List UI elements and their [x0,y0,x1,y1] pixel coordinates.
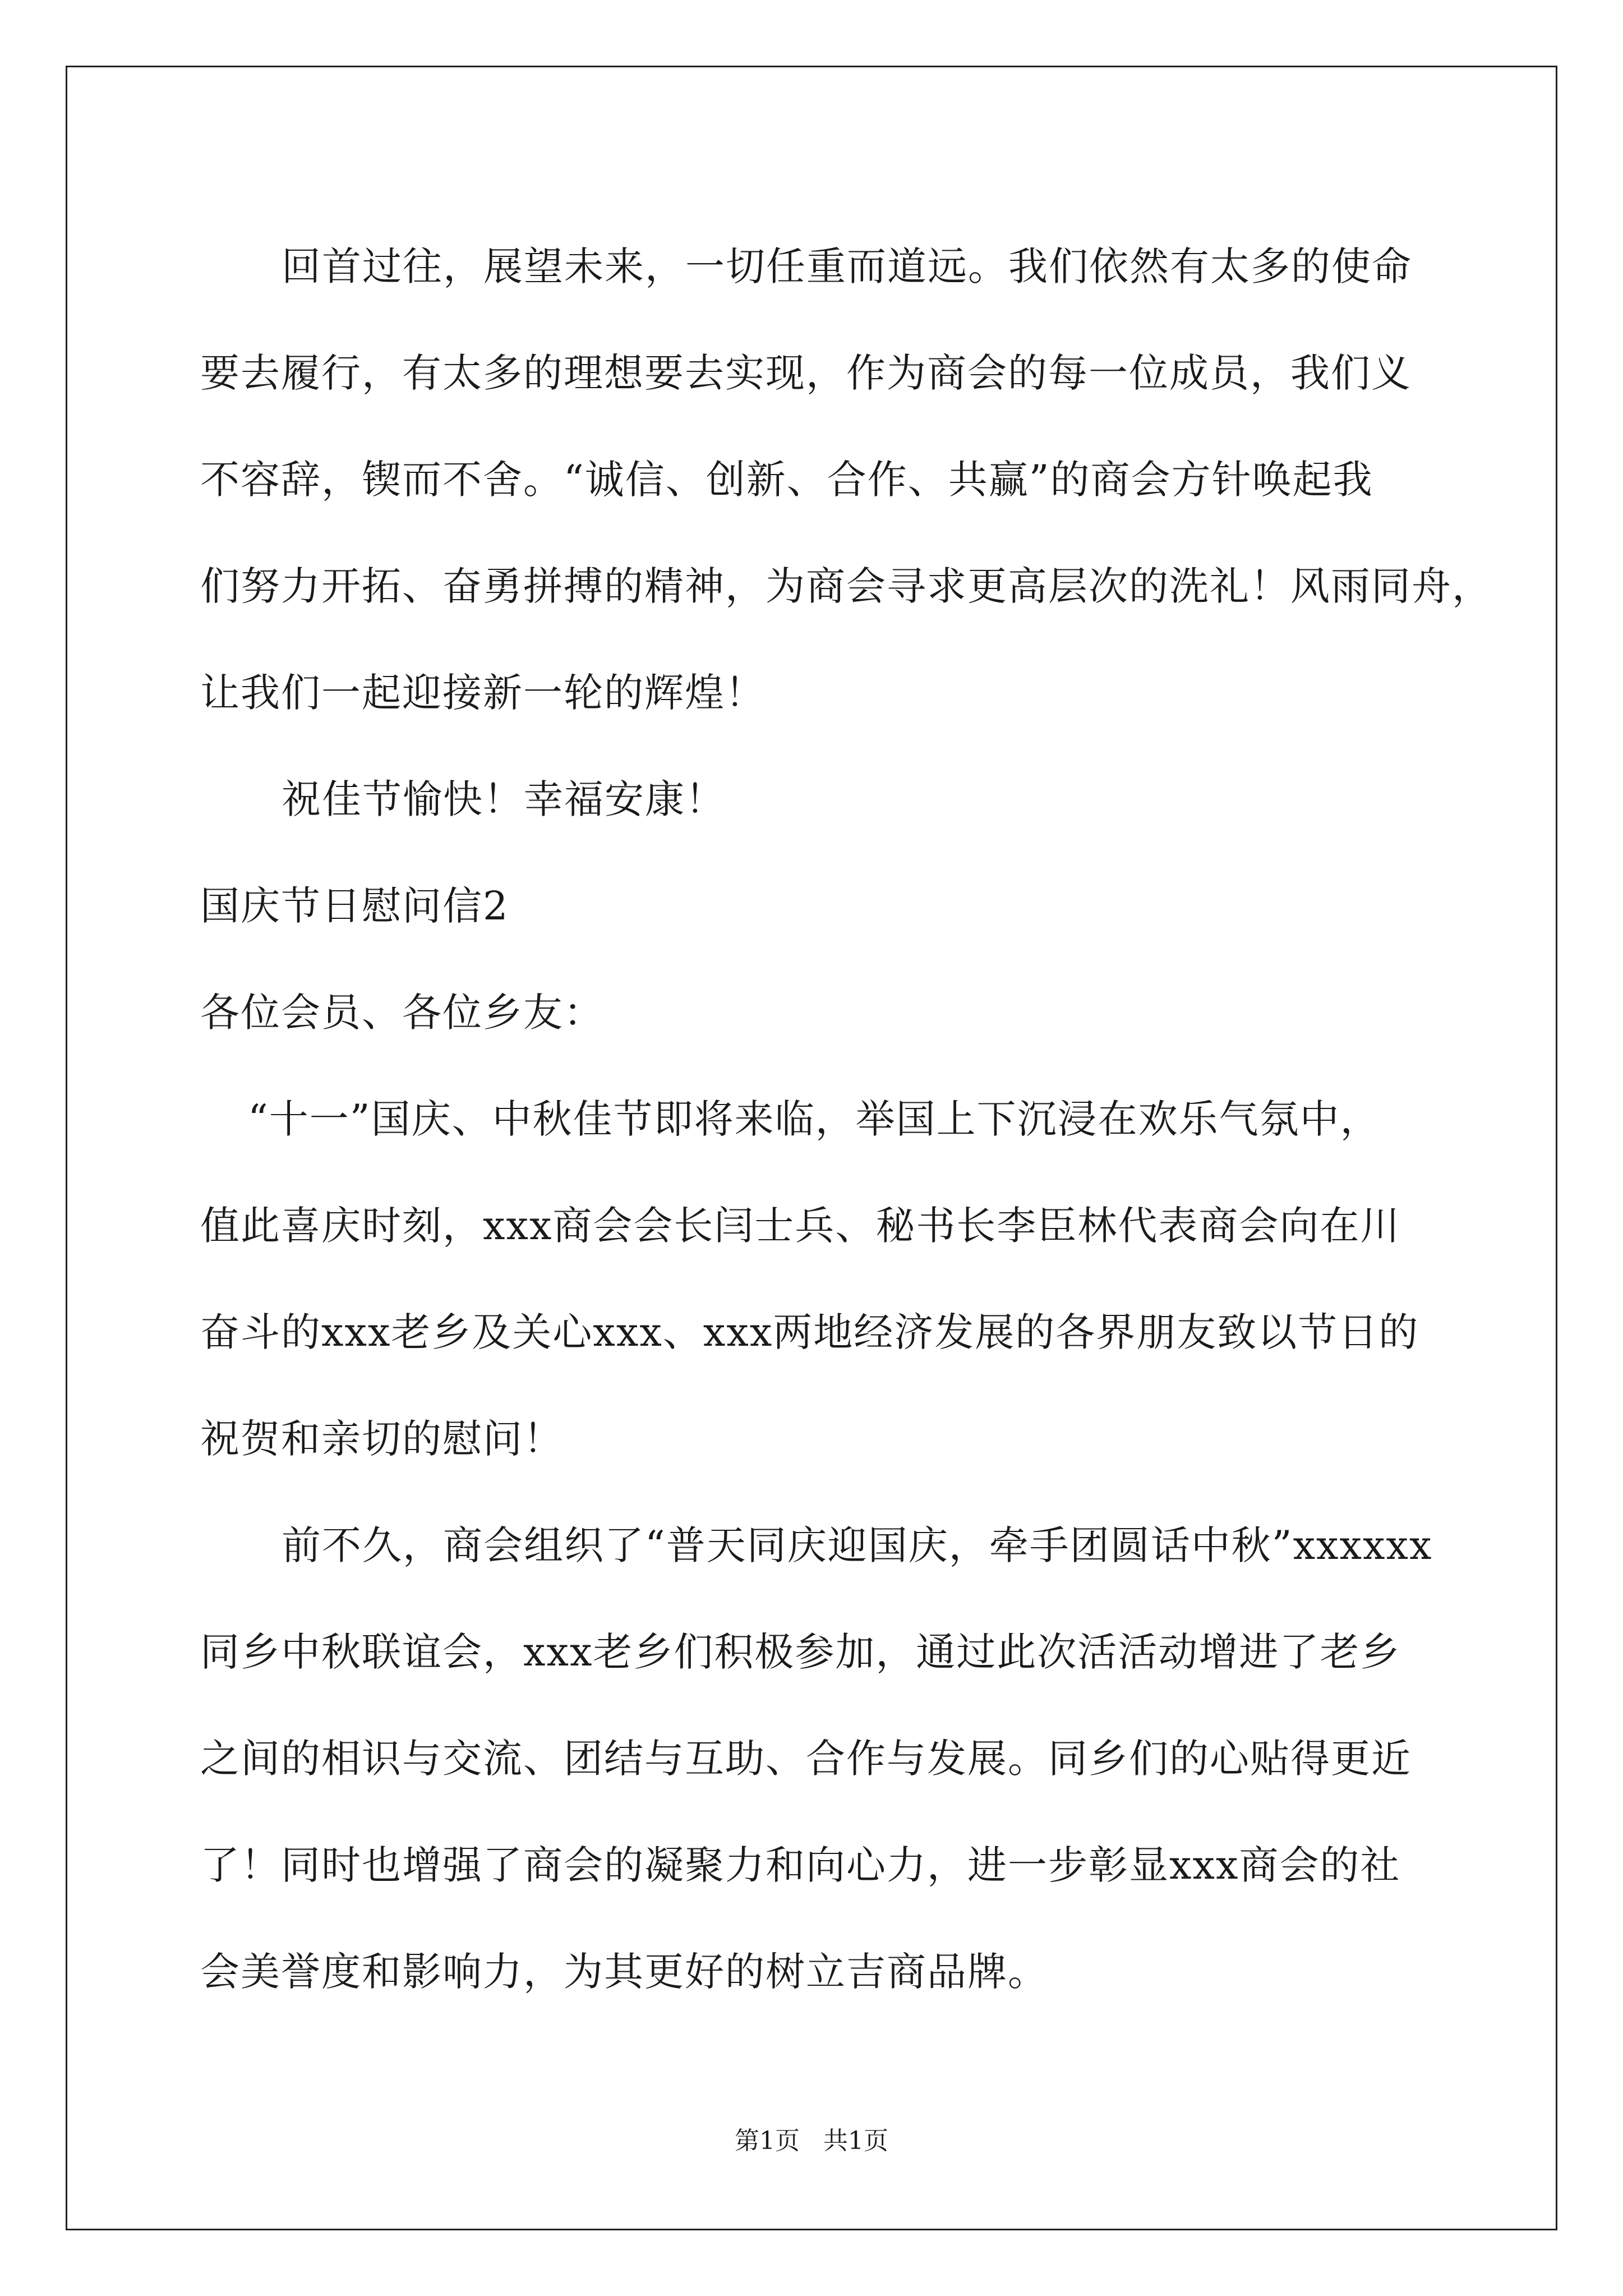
paragraph-line: 要去履行，有太多的理想要去实现，作为商会的每一位成员，我们义 [200,350,1412,396]
paragraph-line: 之间的相识与交流、团结与互助、合作与发展。同乡们的心贴得更近 [200,1736,1412,1782]
paragraph-line: 祝贺和亲切的慰问！ [200,1416,564,1462]
paragraph-line: 不容辞，锲而不舍。“诚信、创新、合作、共赢”的商会方针唤起我 [200,457,1373,503]
document-body [200,213,1492,2025]
page-footer: 第1页 共1页 [735,2127,888,2155]
paragraph-line: 回首过往，展望未来，一切任重而道远。我们依然有太多的使命 [282,243,1412,289]
paragraph-line: 同乡中秋联谊会，xxx老乡们积极参加，通过此次活活动增进了老乡 [200,1629,1401,1675]
paragraph-line: 让我们一起迎接新一轮的辉煌！ [200,670,766,716]
paragraph-line: 祝佳节愉快！幸福安康！ [282,776,726,822]
paragraph-line: 们努力开拓、奋勇拼搏的精神，为商会寻求更高层次的洗礼！风雨同舟， [200,563,1492,609]
salutation: 各位会员、各位乡友： [200,990,604,1036]
paragraph-line: “十一”国庆、中秋佳节即将来临，举国上下沉浸在欢乐气氛中， [248,1096,1381,1142]
paragraph-line: 会美誉度和影响力，为其更好的树立吉商品牌。 [200,1949,1048,1995]
section-title: 国庆节日慰问信2 [200,883,509,929]
paragraph-line: 了！同时也增强了商会的凝聚力和向心力，进一步彰显xxx商会的社 [200,1842,1401,1888]
paragraph-line: 奋斗的xxx老乡及关心xxx、xxx两地经济发展的各界朋友致以节日的 [200,1309,1419,1355]
paragraph-line: 前不久，商会组织了“普天同庆迎国庆，牵手团圆话中秋”xxxxxx [282,1522,1433,1568]
paragraph-line: 值此喜庆时刻，xxx商会会长闫士兵、秘书长李臣林代表商会向在川 [200,1203,1401,1249]
